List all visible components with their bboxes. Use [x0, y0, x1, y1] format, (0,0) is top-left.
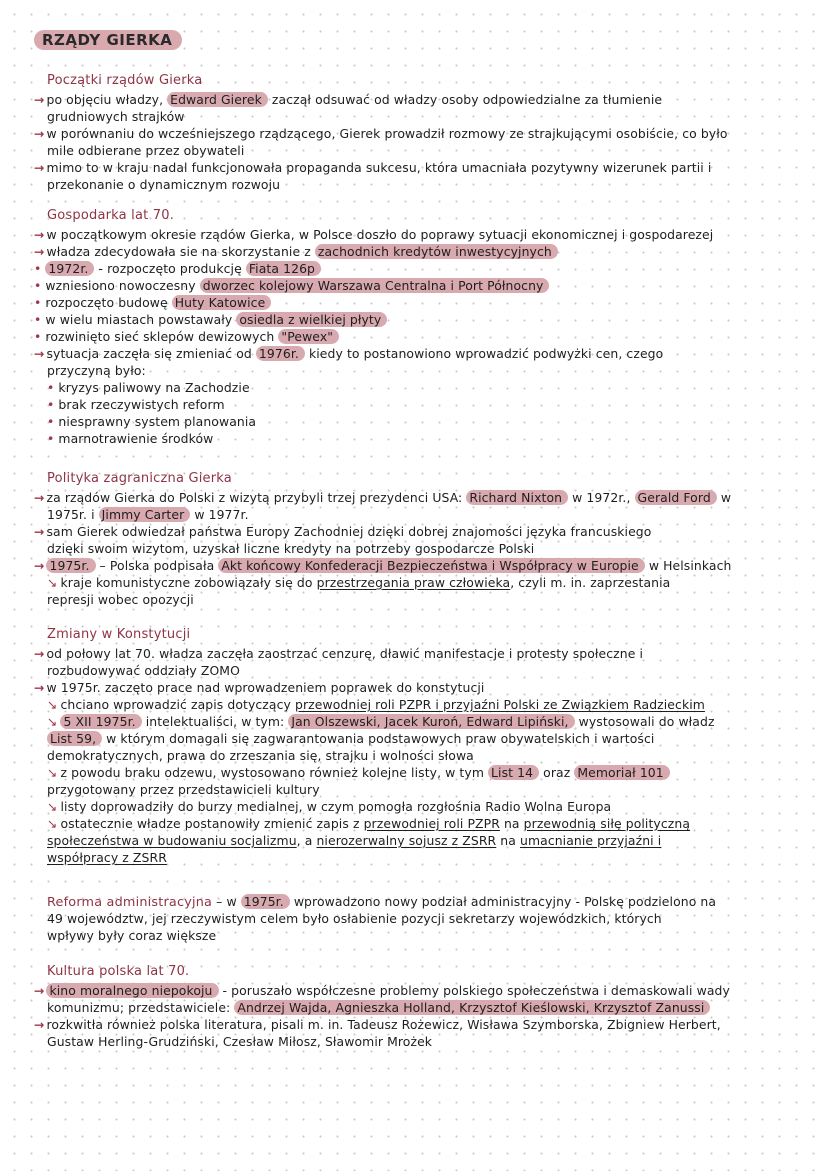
text-line: List 59, w którym domagali się zagwarantowania podstawowych praw obywatelskich i wartości — [47, 730, 817, 747]
text-line: → sytuacja zaczęła się zmieniać od 1976r. kiedy to postanowiono wprowadzić podwyżki cen, czego — [34, 346, 664, 361]
arrow-icon: → — [34, 524, 45, 539]
text-line: 49 województw, jej rzeczywistym celem było osłabienie pozycji sekretarzy wojewódzkich, których — [47, 911, 662, 926]
arrow-icon: → — [34, 558, 45, 573]
arrow-icon: → — [34, 983, 45, 998]
text-line: • w wielu miastach powstawały osiedla z wielkiej płyty — [34, 311, 804, 328]
section-heading-foreign-policy: Polityka zagraniczna Gierka — [47, 471, 232, 486]
text-line: • wzniesiono nowoczesny dworzec kolejowy Warszawa Centralna i Port Północny — [34, 277, 804, 294]
text-line: współpracy z ZSRR — [47, 850, 167, 865]
section-heading-beginnings: Początki rządów Gierka — [47, 73, 203, 88]
list-item: • marnotrawienie środków — [47, 431, 214, 446]
arrow-icon: → — [34, 1017, 45, 1032]
text-line: grudniowych strajków — [47, 109, 185, 124]
text-line: → kino moralnego niepokoju - poruszało współczesne problemy polskiego społeczeństwa i demaskowali wady — [34, 983, 730, 998]
text-line: → od połowy lat 70. władza zaczęła zaostrzać cenzurę, dławić manifestacje i protesty społeczne i — [34, 646, 644, 661]
arrow-icon: → — [34, 346, 45, 361]
text-line: ↘ 5 XII 1975r. intelektualiści, w tym: Jan Olszewski, Jacek Kuroń, Edward Lipiński, wystosowali do władz — [47, 714, 715, 729]
bullet-icon: • — [34, 312, 42, 327]
page-title: RZĄDY GIERKA — [34, 30, 182, 50]
text-line: • rozpoczęto budowę Huty Katowice — [34, 294, 804, 311]
text-line: → w porównaniu do wcześniejszego rządzącego, Gierek prowadził rozmowy ze strajkującymi osobiście, co było — [34, 126, 728, 141]
text-line: ↘ chciano wprowadzić zapis dotyczący przewodniej roli PZPR i przyjaźni Polski ze Związkiem Radzieckim — [47, 697, 705, 712]
bullet-icon: • — [47, 414, 55, 429]
bullet-icon: • — [47, 380, 55, 395]
text-line: 1975r. i Jimmy Carter w 1977r. — [47, 507, 249, 522]
text-line: ↘ listy doprowadziły do burzy medialnej, w czym pomogła rozgłośnia Radio Wolna Europa — [47, 799, 612, 814]
text-line: demokratycznych, prawa do zrzeszania się, strajku i wolności słowa — [47, 748, 474, 763]
text-line: → mimo to w kraju nadal funkcjonowała propaganda sukcesu, która umacniała pozytywny wizerunek partii i — [34, 160, 712, 175]
text-line: ↘ ostatecznie władze postanowiły zmienić zapis z przewodniej roli PZPR na przewodnią siłę polityczną — [47, 816, 691, 831]
sub-arrow-icon: ↘ — [47, 714, 58, 729]
text-line: mile odbierane przez obywateli — [47, 143, 245, 158]
text-line: • 1972r. - rozpoczęto produkcję Fiata 126p — [34, 260, 804, 277]
text-line: ↘ kraje komunistyczne zobowiązały się do przestrzegania praw człowieka, czyli m. in. zaprzestania — [47, 575, 671, 590]
arrow-icon: → — [34, 126, 45, 141]
text-line: → po objęciu władzy, Edward Gierek zaczął odsuwać od władzy osoby odpowiedzialne za tłumienie — [34, 92, 663, 107]
arrow-icon: → — [34, 680, 45, 695]
arrow-icon: → — [34, 244, 45, 259]
text-line: Reforma administracyjna – w 1975r. wprowadzono nowy podział administracyjny - Polskę podzielono na — [47, 894, 717, 910]
text-line: → rozkwitła również polska literatura, pisali m. in. Tadeusz Rożewicz, Wisława Szymborska, Zbigniew Herbert, — [34, 1017, 721, 1032]
text-line: wpływy były coraz większe — [47, 928, 217, 943]
bullet-icon: • — [34, 329, 42, 344]
text-line: • rozwinięto sieć sklepów dewizowych "Pewex" — [34, 328, 804, 345]
section-heading-economy: Gospodarka lat 70. — [47, 208, 175, 223]
text-line: → sam Gierek odwiedzał państwa Europy Zachodniej dzięki dobrej znajomości języka francuskiego — [34, 524, 652, 539]
text-line: społeczeństwa w budowaniu socjalizmu, a nierozerwalny sojusz z ZSRR na umacnianie przyjaźni i — [47, 833, 662, 848]
text-line: przyczyną było: — [47, 363, 146, 378]
list-item: • niesprawny system planowania — [47, 414, 257, 429]
list-item: • kryzys paliwowy na Zachodzie — [47, 380, 250, 395]
text-line: komunizmu; przedstawiciele: Andrzej Wajda, Agnieszka Holland, Krzysztof Kieślowski, Krzysztof Zanussi — [47, 999, 817, 1016]
arrow-icon: → — [34, 92, 45, 107]
text-line: → w 1975r. zaczęto prace nad wprowadzeniem poprawek do konstytucji — [34, 680, 485, 695]
bullet-icon: • — [34, 278, 42, 293]
section-heading-constitution: Zmiany w Konstytucji — [47, 627, 191, 642]
bullet-icon: • — [34, 295, 42, 310]
bullet-icon: • — [47, 397, 55, 412]
sub-arrow-icon: ↘ — [47, 697, 58, 712]
text-line: represji wobec opozycji — [47, 592, 194, 607]
text-line: przekonanie o dynamicznym rozwoju — [47, 177, 281, 192]
text-line: dzięki swoim wizytom, uzyskał liczne kredyty na potrzeby gospodarcze Polski — [47, 541, 535, 556]
text-line: przygotowany przez przedstawicieli kultury — [47, 782, 320, 797]
sub-arrow-icon: ↘ — [47, 816, 58, 831]
bullet-icon: • — [47, 431, 55, 446]
arrow-icon: → — [34, 160, 45, 175]
section-heading-admin-reform: Reforma administracyjna — [47, 895, 213, 910]
bullet-icon: • — [34, 261, 42, 276]
text-line: → za rządów Gierka do Polski z wizytą przybyli trzej prezydenci USA: Richard Nixton w 1972r., Gerald Ford w — [34, 490, 732, 505]
sub-arrow-icon: ↘ — [47, 575, 58, 590]
sub-arrow-icon: ↘ — [47, 799, 58, 814]
text-line: rozbudowywać oddziały ZOMO — [47, 663, 240, 678]
text-line: → władza zdecydowała sie na skorzystanie z zachodnich kredytów inwestycyjnych — [34, 243, 804, 260]
section-heading-culture: Kultura polska lat 70. — [47, 964, 190, 979]
text-line: Gustaw Herling-Grudziński, Czesław Miłosz, Sławomir Mrożek — [47, 1034, 433, 1049]
text-line: ↘ z powodu braku odzewu, wystosowano również kolejne listy, w tym List 14 oraz Memoriał 101 — [47, 764, 817, 781]
arrow-icon: → — [34, 490, 45, 505]
list-item: • brak rzeczywistych reform — [47, 397, 225, 412]
sub-arrow-icon: ↘ — [47, 765, 58, 780]
text-line: → w początkowym okresie rządów Gierka, w Polsce doszło do poprawy sytuacji ekonomicznej i gospodarezej — [34, 227, 714, 242]
arrow-icon: → — [34, 646, 45, 661]
arrow-icon: → — [34, 227, 45, 242]
text-line: → 1975r. – Polska podpisała Akt końcowy Konfederacji Bezpieczeństwa i Współpracy w Europie w Helsinkach — [34, 558, 732, 573]
